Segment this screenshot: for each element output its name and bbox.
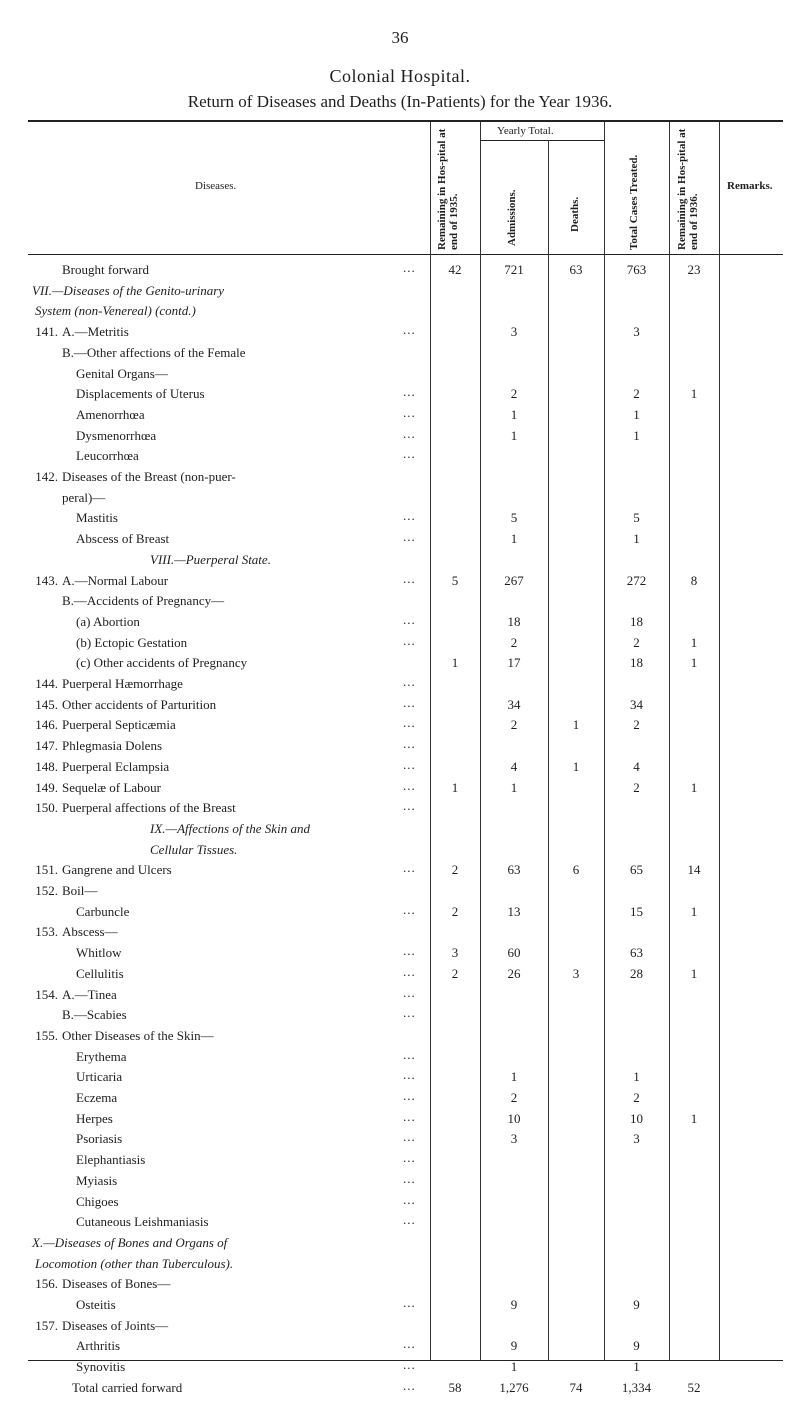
admissions-value: 2 [510,1090,518,1105]
table-row [0,676,800,694]
admissions-value: 1 [510,531,518,547]
deaths-value: 6 [572,862,580,878]
leader-dots: ... [403,1046,416,1062]
table-row [0,1090,800,1108]
disease-label: B.—Scabies [62,1007,127,1023]
yearly-total-rule [480,140,604,141]
disease-label: Puerperal Septicæmia [62,717,176,733]
admissions-value: 13 [507,903,521,919]
row-number: 152. [35,883,58,898]
remaining-start-value: 1 [451,779,459,795]
table-row [0,531,800,549]
leader-dots: ... [403,611,416,627]
admissions-value: 3 [510,1131,518,1147]
leader-dots: ... [403,1377,416,1393]
disease-label: B.—Other affections of the Female [62,344,246,360]
disease-label: Dysmenorrhœa [76,427,157,443]
disease-label: Diseases of Joints— [62,1317,169,1333]
leader-dots: ... [403,1005,416,1021]
disease-label: Amenorrhœa [76,406,145,422]
row-number: 155. [35,1027,58,1043]
disease-label: Brought forward [62,262,150,277]
remaining-end-value: 52 [687,1379,701,1395]
leader-dots: ... [403,860,416,876]
total-cases-value: 3 [633,1131,640,1147]
admissions-value: 2 [510,386,518,402]
admissions-value: 18 [507,613,521,629]
disease-label: Myiasis [76,1172,118,1188]
admissions-value: 34 [507,696,521,712]
total-cases-value: 2 [633,779,640,795]
leader-dots: ... [403,384,416,400]
leader-dots: ... [403,570,416,586]
table-row [0,1297,800,1315]
leader-dots: ... [403,1357,416,1373]
leader-dots: ... [403,1088,416,1103]
disease-label: Total carried forward [72,1379,183,1395]
disease-label: (c) Other accidents of Pregnancy [76,655,248,671]
leader-dots: ... [403,943,416,959]
remaining-start-value: 42 [448,262,462,277]
remaining-start-value: 2 [451,862,459,878]
leader-dots: ... [403,984,416,1000]
disease-label: Carbuncle [76,903,130,919]
table-row [0,945,800,963]
table-row [0,632,800,653]
total-cases-value: 1,334 [621,1379,652,1395]
table-row [0,1131,800,1149]
total-cases-value: 1 [633,1069,640,1085]
disease-label: (a) Abortion [76,613,140,629]
disease-label: Arthritis [76,1338,121,1354]
row-number: 154. [35,986,58,1002]
disease-label: Eczema [76,1090,118,1105]
table-row [0,655,800,673]
leader-dots: ... [403,736,416,752]
row-number: 157. [35,1317,58,1333]
total-cases-value: 2 [633,634,640,650]
disease-label: Chigoes [76,1193,119,1209]
disease-label: Osteitis [76,1297,116,1312]
admissions-value: 26 [507,965,521,981]
table-row [0,448,800,466]
disease-label: Diseases of Bones— [62,1276,171,1292]
leader-dots: ... [403,694,416,710]
disease-label: Erythema [76,1048,127,1064]
table-row [0,1276,800,1294]
table-row [0,1152,800,1170]
total-cases-value: 65 [630,862,643,878]
remaining-start-value: 1 [451,655,459,671]
disease-label: Mastitis [76,510,118,526]
disease-label: Gangrene and Ulcers [62,862,172,878]
table-row [0,883,800,901]
section-heading: Cellular Tissues. [150,841,238,857]
total-cases-value: 1 [633,531,640,547]
table-row [0,1191,800,1212]
leader-dots: ... [403,1191,416,1207]
admissions-value: 5 [510,510,518,526]
table-row [0,717,800,735]
table-row [0,1359,800,1377]
table-row [0,469,800,487]
admissions-value: 63 [507,862,521,878]
admissions-value: 60 [507,945,521,961]
total-cases-value: 15 [630,903,643,919]
hospital-title: Colonial Hospital. [329,66,471,86]
admissions-value: 1,276 [499,1379,529,1395]
admissions-value: 1 [510,779,518,795]
disease-label: Cutaneous Leishmaniasis [76,1214,209,1230]
table-row [0,1108,800,1129]
total-cases-value: 2 [633,717,640,733]
leader-dots: ... [403,756,416,772]
total-cases-value: 2 [633,1090,640,1105]
table-row [0,262,800,280]
disease-label: (b) Ectopic Gestation [76,634,188,650]
remaining-end-value: 8 [690,572,698,588]
table-row [0,611,800,632]
leader-dots: ... [403,798,416,814]
disease-label: Phlegmasia Dolens [62,738,163,754]
deaths-value: 3 [572,965,580,981]
total-cases-value: 763 [626,262,647,277]
disease-label: peral)— [62,489,106,505]
table-row [0,1028,800,1046]
disease-label: A.—Normal Labour [62,572,169,588]
leader-dots: ... [403,425,416,441]
disease-label: Puerperal Eclampsia [62,758,170,774]
remaining-end-value: 1 [690,965,698,981]
total-cases-value: 4 [633,758,640,774]
remaining-end-value: 14 [687,862,701,878]
leader-dots: ... [403,529,416,545]
leader-dots: ... [403,1170,416,1186]
section-heading: VIII.—Puerperal State. [150,551,271,567]
leader-dots: ... [403,674,416,689]
leader-dots: ... [403,260,416,275]
table-row [0,821,800,839]
row-number: 142. [35,469,58,484]
return-title: Return of Diseases and Deaths (In-Patients) for the Year 1936. [187,92,613,111]
leader-dots: ... [403,901,416,917]
header-total-cases: Total Cases Treated. [628,154,640,250]
row-number: 145. [35,696,58,712]
table-row [0,1170,800,1191]
section-heading: System (non-Venereal) (contd.) [35,303,196,319]
header-diseases: Diseases. [195,180,237,192]
disease-label: A.—Tinea [62,986,117,1002]
section-heading: Locomotion (other than Tuberculous). [35,1255,234,1271]
disease-label: Synovitis [76,1359,126,1375]
table-row [0,924,800,942]
section-heading: VII.—Diseases of the Genito-urinary [32,282,225,298]
table-row [0,1256,800,1274]
remaining-end-value: 23 [687,262,701,277]
total-cases-value: 1 [633,406,640,422]
section-heading: X.—Diseases of Bones and Organs of [32,1234,228,1250]
header-admissions: Admissions. [506,189,518,246]
leader-dots: ... [403,1212,416,1228]
total-cases-value: 5 [633,510,640,526]
admissions-value: 1 [510,1359,518,1375]
table-row [0,404,800,425]
table-row [0,842,800,860]
row-number: 153. [35,924,58,940]
table-row [0,345,800,363]
section-heading: IX.—Affections of the Skin and [150,820,310,836]
table-row [0,386,800,404]
admissions-value: 2 [510,717,518,733]
deaths-value: 74 [569,1379,583,1395]
disease-label: Elephantiasis [76,1152,146,1168]
disease-label: Diseases of the Breast (non-puer- [62,469,236,484]
total-row [0,1377,800,1398]
table-row [0,901,800,922]
total-cases-value: 9 [633,1297,640,1312]
leader-dots: ... [403,1295,416,1310]
remaining-start-value: 58 [448,1379,462,1395]
admissions-value: 267 [504,572,524,588]
leader-dots: ... [403,963,416,979]
total-cases-value: 9 [633,1338,640,1354]
table-row [0,756,800,777]
deaths-value: 1 [572,717,580,733]
remaining-end-value: 1 [690,1110,698,1126]
table-row [0,738,800,756]
table-row [0,1235,800,1253]
table-row [0,303,800,321]
row-number: 156. [35,1276,58,1292]
table-row [0,510,800,528]
disease-label: B.—Accidents of Pregnancy— [62,593,225,609]
leader-dots: ... [403,1129,416,1145]
table-row [0,324,800,342]
disease-label: A.—Metritis [62,324,129,340]
leader-dots: ... [403,1108,416,1124]
admissions-value: 9 [510,1338,518,1354]
table-row [0,1318,800,1336]
total-cases-value: 272 [626,572,647,588]
row-number: 149. [35,779,58,795]
total-cases-value: 28 [630,965,643,981]
table-row [0,1338,800,1356]
remaining-end-value: 1 [690,903,698,919]
leader-dots: ... [403,322,416,338]
disease-label: Psoriasis [76,1131,123,1147]
table-row [0,366,800,384]
admissions-value: 3 [510,324,518,340]
leader-dots: ... [403,1150,416,1166]
leader-dots: ... [403,1067,416,1083]
table-row [0,777,800,798]
leader-dots: ... [403,1336,416,1352]
table-row [0,694,800,715]
disease-label: Abscess of Breast [76,531,170,547]
row-number: 146. [35,717,58,733]
deaths-value: 63 [569,262,583,277]
total-cases-value: 34 [630,696,643,712]
admissions-value: 17 [507,655,521,671]
total-cases-value: 1 [633,427,640,443]
row-number: 144. [35,676,58,691]
leader-dots: ... [403,777,416,793]
disease-label: Displacements of Uterus [76,386,205,402]
disease-label: Genital Organs— [76,365,168,381]
disease-label: Puerperal affections of the Breast [62,800,236,816]
disease-label: Leucorrhœa [76,448,139,464]
remaining-end-value: 1 [690,779,698,795]
remaining-start-value: 3 [451,945,459,961]
table-row [0,425,800,446]
total-cases-value: 63 [630,945,643,961]
row-number: 147. [35,738,58,754]
header-deaths: Deaths. [569,196,581,232]
remaining-start-value: 5 [451,572,459,588]
table-row [0,984,800,1005]
row-number: 150. [35,800,58,816]
row-number: 141. [35,324,58,340]
admissions-value: 721 [504,262,524,277]
remaining-start-value: 2 [451,965,459,981]
header-remaining-end: Remaining in Hos-pital at end of 1936. [676,128,700,250]
table-row [0,1214,800,1232]
remaining-start-value: 2 [451,903,459,919]
remaining-end-value: 1 [690,634,698,650]
admissions-value: 2 [510,634,518,650]
header-remarks: Remarks. [727,180,773,192]
total-cases-value: 3 [633,324,640,340]
table-row [0,862,800,880]
leader-dots: ... [403,715,416,731]
disease-label: Other Diseases of the Skin— [62,1027,214,1043]
table-row [0,593,800,611]
disease-label: Whitlow [76,945,122,961]
total-cases-value: 18 [630,613,643,629]
leader-dots: ... [403,508,416,524]
leader-dots: ... [403,404,416,420]
table-row [0,963,800,984]
admissions-value: 9 [510,1297,518,1312]
disease-label: Puerperal Hæmorrhage [62,676,183,691]
disease-label: Abscess— [62,924,118,940]
row-number: 148. [35,758,58,774]
header-yearly-total: Yearly Total. [497,125,554,137]
table-row [0,552,800,570]
disease-label: Other accidents of Parturition [62,696,217,712]
admissions-value: 4 [510,758,518,774]
admissions-value: 10 [507,1110,521,1126]
table-row [0,570,800,591]
admissions-value: 1 [510,406,518,422]
header-remaining-start: Remaining in Hos-pital at end of 1935. [436,128,460,250]
page-number: 36 [391,28,409,47]
disease-label: Urticaria [76,1069,123,1085]
remaining-end-value: 1 [690,655,698,671]
disease-label: Boil— [62,883,98,898]
total-cases-value: 2 [633,386,640,402]
leader-dots: ... [403,446,416,462]
row-number: 151. [35,862,58,878]
remaining-end-value: 1 [690,386,698,402]
total-cases-value: 1 [633,1359,640,1375]
leader-dots: ... [403,632,416,648]
table-row [0,1046,800,1067]
deaths-value: 1 [572,758,580,774]
disease-label: Herpes [76,1110,113,1126]
admissions-value: 1 [510,427,518,443]
admissions-value: 1 [510,1069,518,1085]
table-row [0,800,800,818]
total-cases-value: 18 [630,655,643,671]
row-number: 143. [35,572,58,588]
table-row [0,1007,800,1025]
table-row [0,490,800,508]
disease-label: Sequelæ of Labour [62,779,161,795]
table-row [0,1069,800,1087]
table-row [0,283,800,301]
disease-label: Cellulitis [76,965,124,981]
total-cases-value: 10 [630,1110,643,1126]
